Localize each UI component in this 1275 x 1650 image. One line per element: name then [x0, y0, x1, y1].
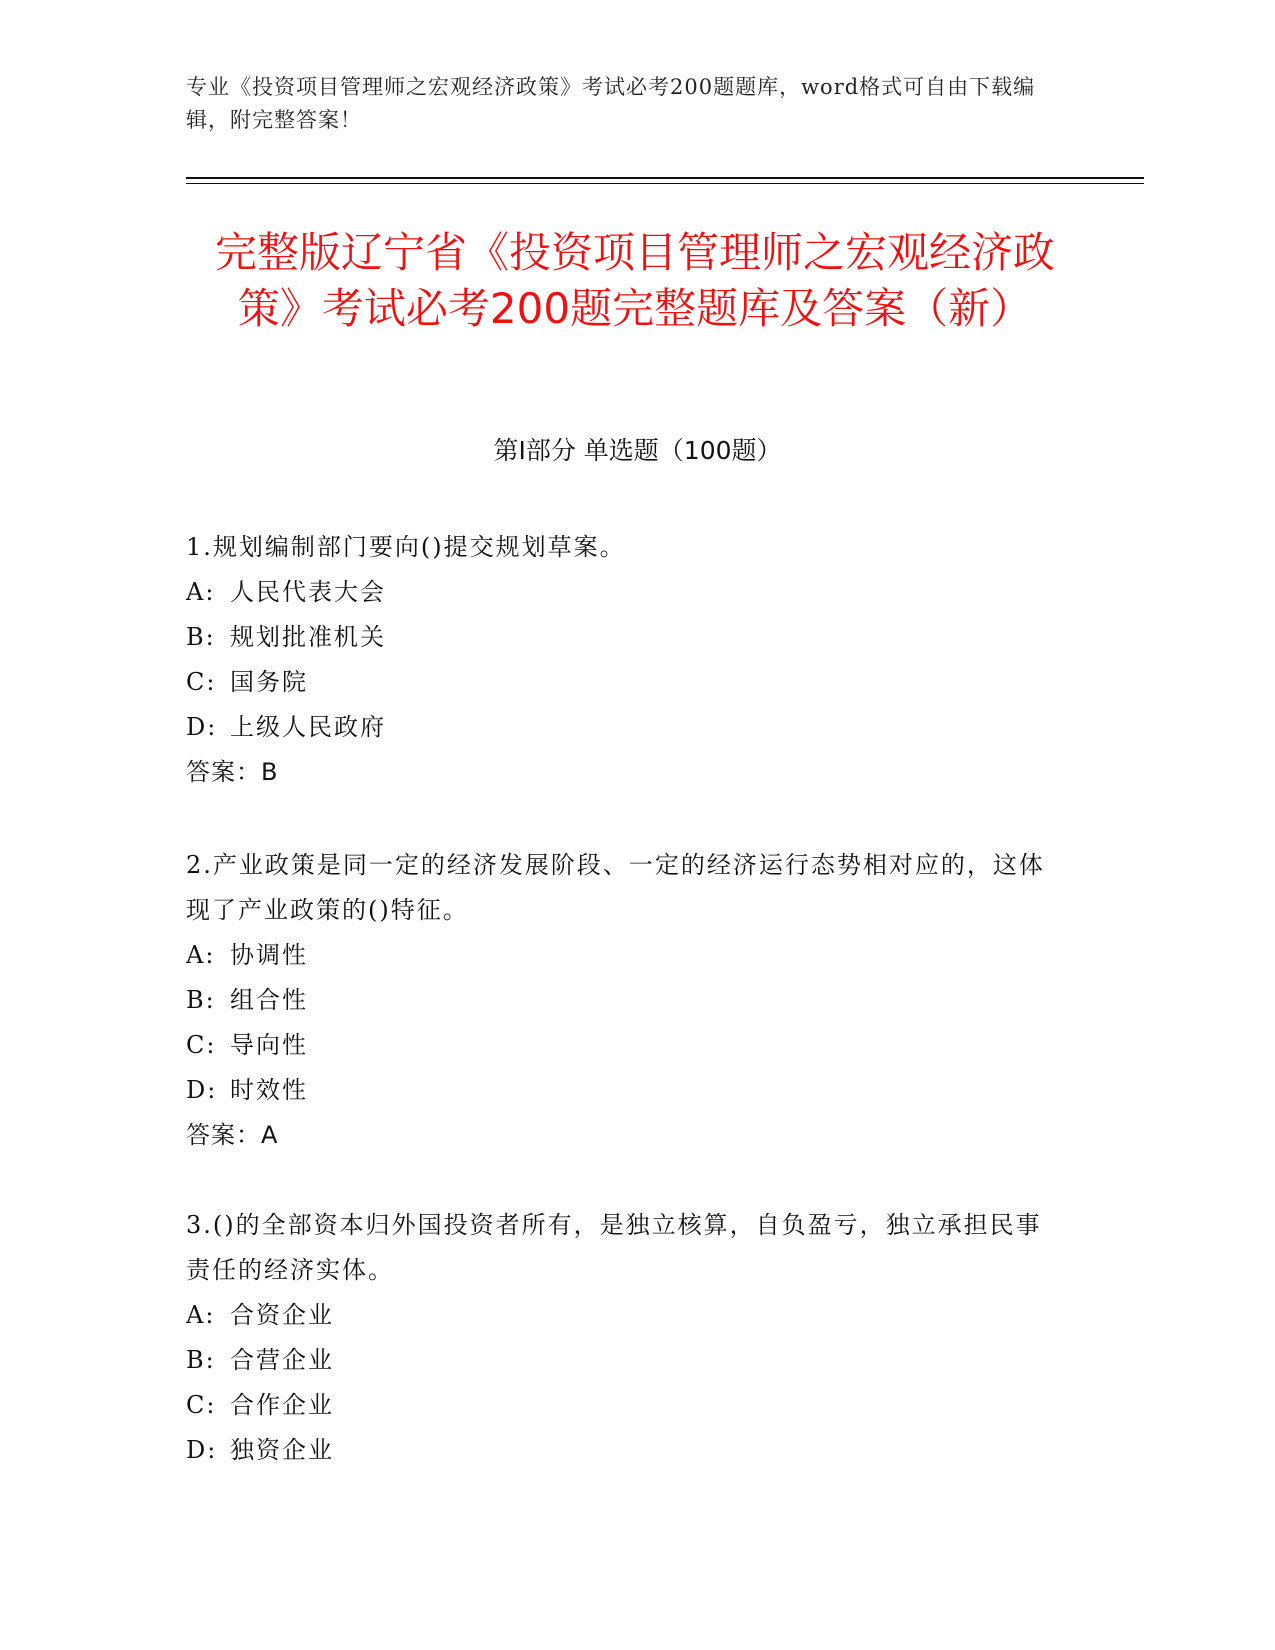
option-letter: B:	[186, 1346, 216, 1374]
option-b	[186, 978, 1066, 1023]
option-letter: D:	[186, 713, 218, 741]
option-text: 独资企业	[230, 1436, 334, 1464]
option-letter: B:	[186, 986, 216, 1014]
option-letter: A:	[186, 578, 216, 606]
option-letter: C:	[186, 668, 217, 696]
option-text: 导向性	[230, 1031, 308, 1059]
option-d	[186, 1428, 1066, 1473]
option-a	[186, 933, 1066, 978]
header-note: 专业《投资项目管理师之宏观经济政策》考试必考200题题库，word格式可自由下载编辑，附完整答案！	[186, 75, 1036, 132]
option-a	[186, 570, 1066, 615]
answer: 答案：A	[186, 1121, 279, 1149]
option-text: 上级人民政府	[230, 713, 386, 741]
option-c	[186, 1023, 1066, 1068]
option-d	[186, 1068, 1066, 1113]
option-text: 人民代表大会	[230, 578, 386, 606]
option-text: 国务院	[230, 668, 308, 696]
option-c	[186, 1383, 1066, 1428]
document-title: 完整版辽宁省《投资项目管理师之宏观经济政策》考试必考200题完整题库及答案（新）	[214, 228, 1055, 333]
option-letter: C:	[186, 1031, 217, 1059]
option-text: 规划批准机关	[230, 623, 386, 651]
option-text: 合作企业	[230, 1391, 334, 1419]
option-text: 时效性	[230, 1076, 308, 1104]
question-stem: 2.产业政策是同一定的经济发展阶段、一定的经济运行态势相对应的，这体现了产业政策的()特征。	[186, 851, 1045, 924]
option-letter: A:	[186, 941, 216, 969]
header-divider-thin	[186, 183, 1144, 184]
option-text: 合营企业	[230, 1346, 334, 1374]
option-b	[186, 1338, 1066, 1383]
option-letter: D:	[186, 1076, 218, 1104]
answer: 答案：B	[186, 758, 279, 786]
question-stem: 1.规划编制部门要向()提交规划草案。	[186, 533, 626, 561]
option-letter: A:	[186, 1301, 216, 1329]
question-3	[186, 1203, 1066, 1473]
option-c	[186, 660, 1066, 705]
question-2	[186, 843, 1066, 1158]
option-letter: C:	[186, 1391, 217, 1419]
option-text: 协调性	[230, 941, 308, 969]
option-a	[186, 1293, 1066, 1338]
option-text: 合资企业	[230, 1301, 334, 1329]
option-text: 组合性	[230, 986, 308, 1014]
option-d	[186, 705, 1066, 750]
question-1	[186, 525, 1066, 795]
option-b	[186, 615, 1066, 660]
option-letter: B:	[186, 623, 216, 651]
header-divider-thick	[186, 177, 1144, 179]
option-letter: D:	[186, 1436, 218, 1464]
question-stem: 3.()的全部资本归外国投资者所有，是独立核算，自负盈亏，独立承担民事责任的经济实体。	[186, 1211, 1042, 1284]
section-title: 第Ⅰ部分 单选题（100题）	[493, 436, 782, 465]
